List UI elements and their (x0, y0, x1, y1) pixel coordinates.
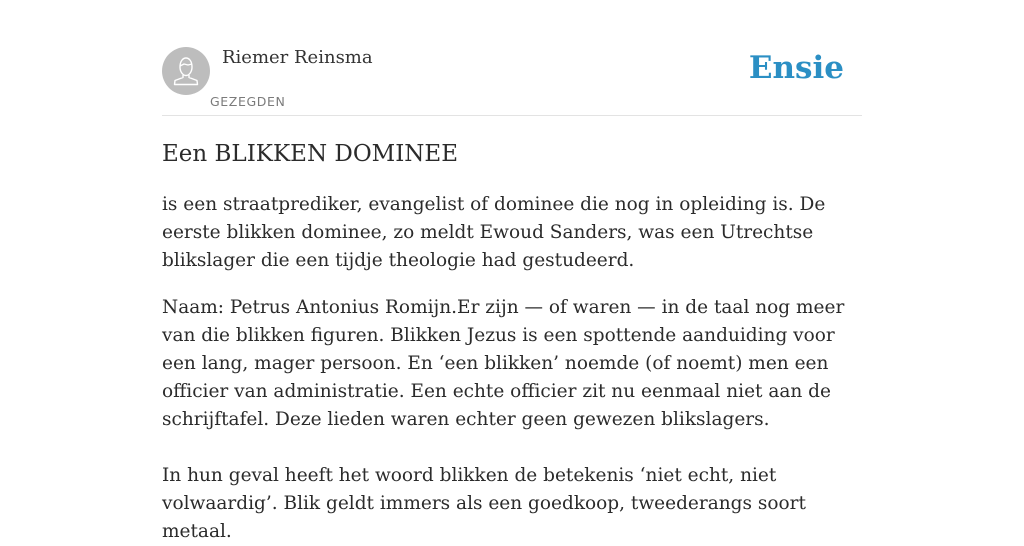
category-label[interactable]: GEZEGDEN (210, 94, 286, 109)
article-title: Een BLIKKEN DOMINEE (162, 141, 459, 167)
author-name[interactable]: Riemer Reinsma (222, 47, 373, 68)
paragraph: is een straatprediker, evangelist of dominee die nog in opleiding is. De eerste blikken dominee, zo meldt Ewoud Sanders, was een Utrechtse blikslager die een tijdje theologie had gestudeerd. (162, 194, 826, 271)
paragraph: Naam: Petrus Antonius Romijn.Er zijn — of waren — in de taal nog meer van die blikken figuren. Blikken Jezus is een spottende aanduiding voor een lang, mager persoon. En ‘een blikken’ noemde (of noemt) men een officier van administratie. Een echte officier zit nu eenmaal niet aan de schrijftafel. Deze lieden waren echter geen gewezen blikslagers. (162, 297, 845, 430)
article-body (162, 137, 867, 546)
ensie-logo[interactable]: Ensie (748, 50, 844, 86)
author-avatar[interactable] (162, 47, 210, 95)
paragraph: In hun geval heeft het woord blikken de betekenis ‘niet echt, niet volwaardig’. Blik geldt immers als een goedkoop, tweederangs soort metaal. (162, 465, 806, 542)
user-silhouette-icon (162, 47, 210, 95)
article-header (162, 44, 862, 116)
